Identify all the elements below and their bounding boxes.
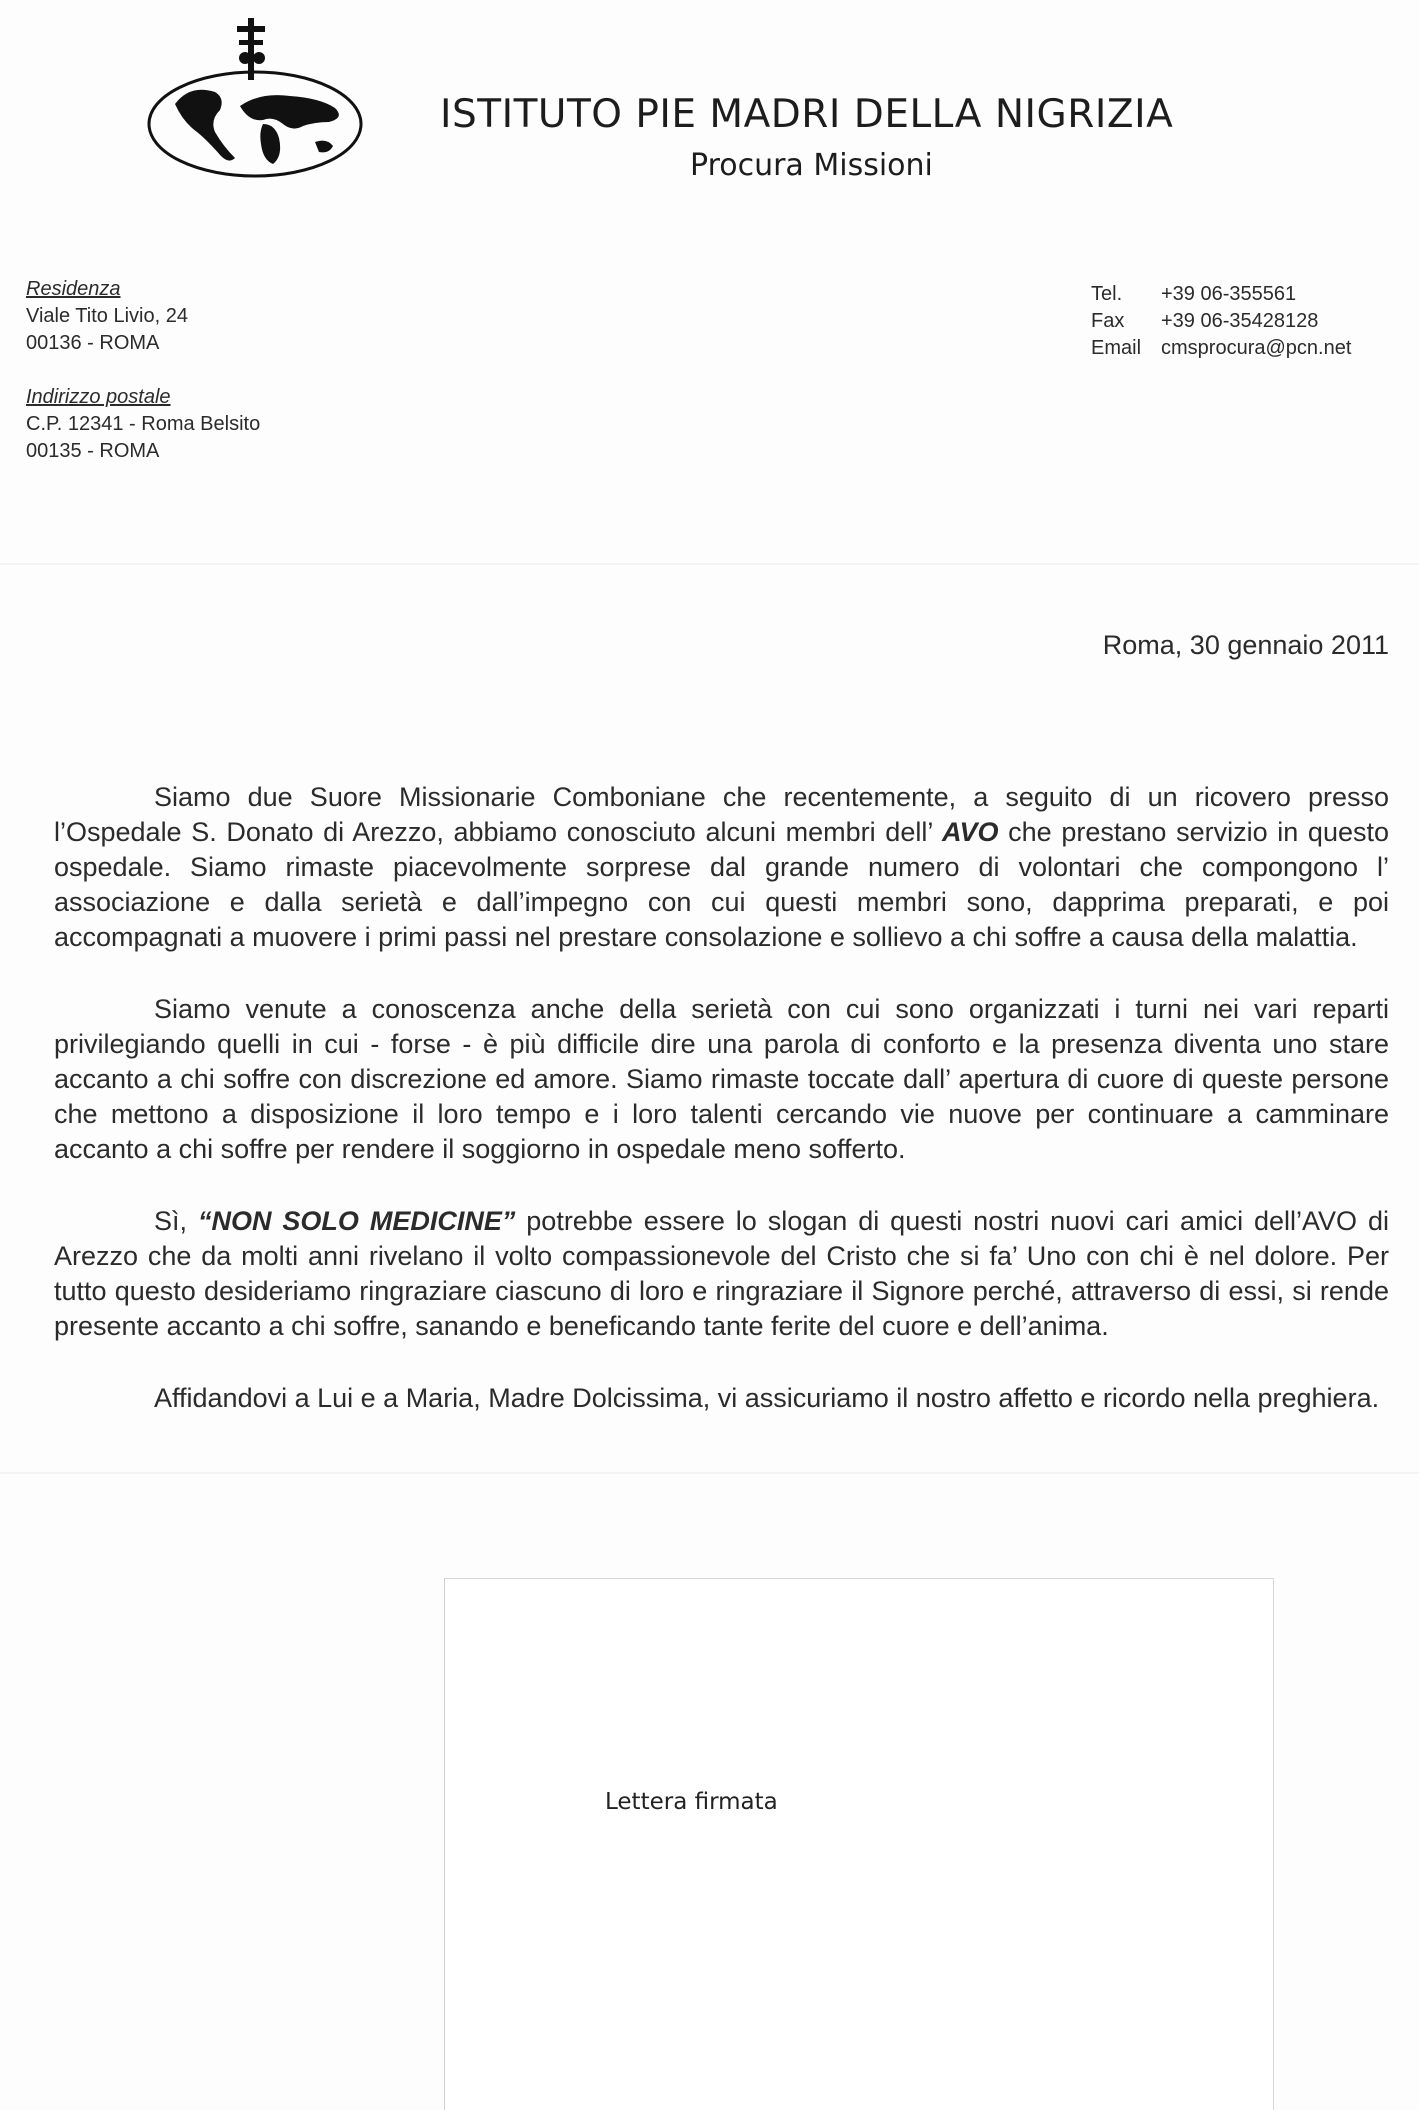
institute-name: ISTITUTO PIE MADRI DELLA NIGRIZIA [440,92,1174,137]
paragraph-2: Siamo venute a conoscenza anche della serietà con cui sono organizzati i turni nei vari reparti privilegiando quelli in cui - forse - è più difficile dire una parola di conforto e la presenza diventa uno stare accanto a chi soffre con discrezione ed amore. Siamo rimaste toccate dall’ apertura di cuore di queste persone che mettono a disposizione il loro tempo e i loro talenti cercando vie nuove per continuare a camminare accanto a chi soffre per rendere il soggiorno in ospedale meno sofferto. [54,994,1389,1164]
fax-value: +39 06-35428128 [1161,310,1319,332]
paragraph-1-text-a: Siamo due Suore Missionarie Comboniane che recentemente, a seguito di un ricovero presso l’Ospedale S. Donato di Arezzo, abbiamo conosciuto alcuni membri dell’ [54,782,1389,847]
tel-label: Tel. [1091,283,1123,305]
globe-cross-logo [145,14,365,184]
institute-subtitle: Procura Missioni [690,148,933,183]
residence-address [26,276,188,357]
postal-line1: C.P. 12341 - Roma Belsito [26,413,261,435]
residence-line2: 00136 - ROMA [26,332,160,354]
signature-cover-box [444,1578,1274,2110]
fax-label: Fax [1091,310,1125,332]
paragraph-3-text-b: potrebbe essere lo slogan di questi nostri nuovi cari amici dell’AVO di Arezzo che da molti anni rivelano il volto compassionevole del Cristo che si fa’ Uno con chi è nel dolore. Per tutto questo desideriamo ringraziare ciascuno di loro e ringraziare il Signore perché, attraverso di essi, si rende presente accanto a chi soffre, sanando e beneficando tante ferite del cuore e dell’anima. [54,1206,1389,1341]
paper-fold-line [0,563,1419,565]
letter-body [54,780,1389,1453]
slogan-emphasis: “NON SOLO MEDICINE” [197,1206,516,1236]
email-label: Email [1091,337,1142,359]
email-value: cmsprocura@pcn.net [1161,337,1352,359]
postal-address [26,384,260,465]
paragraph-1 [54,780,1389,955]
postal-line2: 00135 - ROMA [26,440,160,462]
paragraph-1-text-b: che prestano servizio in questo ospedale. Siamo rimaste piacevolmente sorprese dal grande numero di volontari che compongono l’ associazione e dalla serietà e dall’impegno con cui questi membri sono, dapprima preparati, e poi accompagnati a muovere i primi passi nel prestare consolazione e sollievo a chi soffre a causa della malattia. [54,817,1390,952]
contact-info [1091,281,1351,362]
residence-line1: Viale Tito Livio, 24 [26,305,188,327]
paragraph-3-text-a: Sì, [154,1206,198,1236]
tel-value: +39 06-355561 [1161,283,1297,305]
letter-date: Roma, 30 gennaio 2011 [1102,630,1389,660]
paragraph-4: Affidandovi a Lui e a Maria, Madre Dolcissima, vi assicuriamo il nostro affetto e ricordo nella preghiera. [154,1383,1380,1413]
postal-heading: Indirizzo postale [26,386,171,408]
signature-label: Lettera firmata [605,1789,778,1815]
paper-fold-line [0,1472,1419,1474]
paragraph-3 [54,1204,1389,1344]
residence-heading: Residenza [26,278,121,300]
avo-emphasis: AVO [942,817,999,847]
